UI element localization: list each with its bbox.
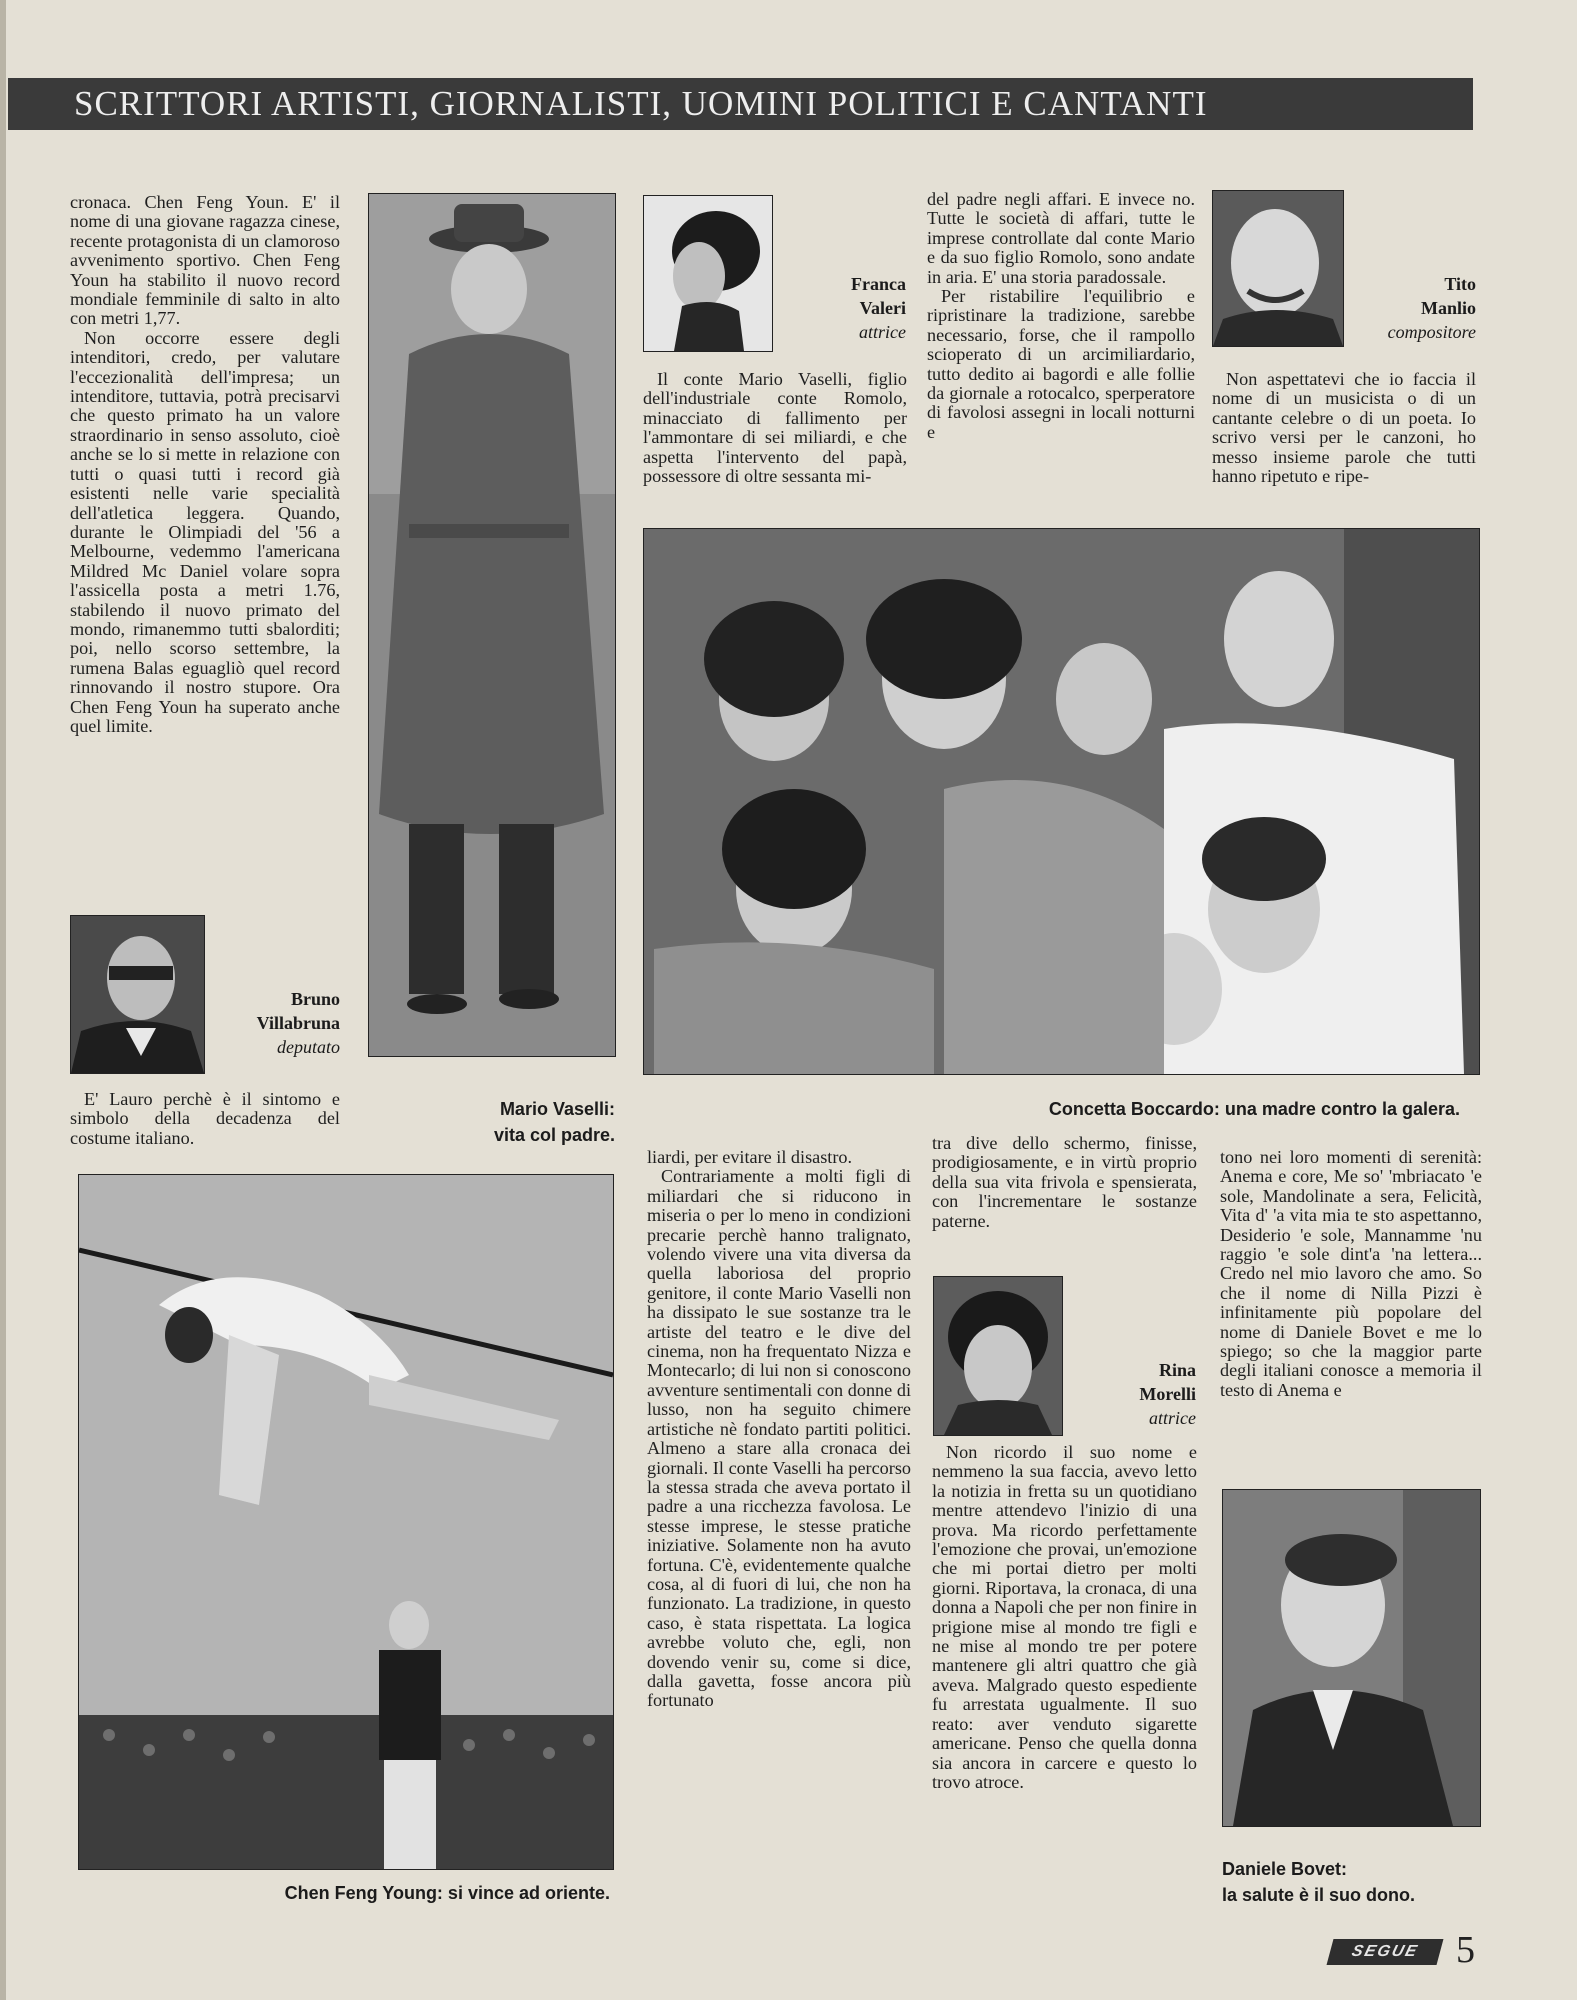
bovet-image [1223, 1490, 1480, 1826]
mario-vaselli-image [369, 194, 615, 1056]
middle-top-paragraph-1: del padre negli affari. E invece no. Tutte le società di affari, tutte le imprese controllate dal conte Mario e da suo figlio Romolo, sono andate in aria. E' una storia paradossale. [927, 189, 1195, 287]
villabruna-quote-text: E' Lauro perchè è il sintomo e simbolo della decadenza del costume italiano. [70, 1089, 340, 1148]
section-header-banner: SCRITTORI ARTISTI, GIORNALISTI, UOMINI POLITICI E CANTANTI [8, 78, 1473, 130]
portrait-franca-valeri [643, 195, 773, 352]
manlio-role: compositore [1387, 322, 1476, 342]
morelli-column-top [932, 1134, 1197, 1231]
bovet-caption-line-1: Daniele Bovet: [1222, 1859, 1348, 1879]
page-binding-edge [0, 0, 6, 2000]
middle-top-paragraph-2: Per ristabilire l'equilibrio e ripristinare la tradizione, sarebbe necessario, forse, che il rampollo scioperato di un arcimiliardario, tutto dedito ai bagordi e alle follie da giornale a rotocalco, sperperatore di favolosi assegni in locali notturni e [927, 286, 1195, 442]
right-bottom-column [1220, 1148, 1482, 1400]
family-image [644, 529, 1479, 1074]
morelli-first-name: Rina [1158, 1360, 1196, 1380]
manlio-first-name: Tito [1444, 274, 1476, 294]
segue-continue-tag: SEGUE [1327, 1939, 1444, 1965]
photo-mario-vaselli [368, 193, 616, 1057]
manlio-column-text [1212, 370, 1476, 486]
portrait-valeri-image [644, 196, 772, 351]
center-bottom-paragraph-2: Contrariamente a molti figli di miliardari che si riducono in miseria o per lo meno in condizioni precarie perchè hanno tralignato, volendo vivere una vita diversa da quella laboriosa del proprio genitore, il conte Mario Vaselli non ha dissipato le sue sostanze tra le artiste del teatro e le dive del cinema, non ha frequentato Nizza e Montecarlo; di lui non si conoscono avventure sentimentali con donne di lusso, non ha seguito chimere artistiche nè fondato partiti politici. Almeno a stare alla cronaca dei giornali. Il conte Vaselli ha percorso la stessa strada che aveva portato il padre a una ricchezza favolosa. Le stesse imprese, le stesse pratiche iniziative. Solamente non ha avuto fortuna. C'è, evidentemente qualche cosa, al di fuori di lui, che non ha funzionato. La tradizione, in questo caso, è stata rispettata. La logica avrebbe voluto che, egli, non dovendo venir su, come si dice, dalla gavetta, fosse ancora più fortunato [647, 1166, 911, 1711]
valeri-column-text [643, 370, 907, 486]
portrait-tito-manlio [1212, 190, 1344, 347]
morelli-top-paragraph: tra dive dello schermo, finisse, prodigiosamente, e in virtù proprio della sua vita frivola e spensierata, con l'incrementare le sostanze paterne. [932, 1133, 1197, 1231]
right-bottom-paragraph: tono nei loro momenti di serenità: Anema e core, Me so' 'mbriacato 'e sole, Mandolinate a sera, Felicità, Vita d' 'a vita mia te sto aspettanno, Desiderio 'e sole, Mannamme 'nu raggio 'e sole dint'a 'na lettera... Credo nel mio lavoro che amo. So che il nome di Nilla Pizzi è infinitamente più popolare del nome di Daniele Bovet e me lo spiego; so che la maggior parte degli italiani conosce a memoria il testo di Anema e [1220, 1147, 1482, 1400]
morelli-last-name: Morelli [1139, 1384, 1196, 1404]
villabruna-quote [70, 1090, 340, 1148]
villabruna-caption [205, 987, 340, 1059]
vaselli-caption-line-1: Mario Vaselli: [499, 1099, 615, 1119]
col1-paragraph-1: cronaca. Chen Feng Youn. E' il nome di una giovane ragazza cinese, recente protagonista di un clamoroso avvenimento sportivo. Chen Feng Youn ha stabilito il nuovo record mondiale femminile di salto in alto con metri 1,77. [70, 192, 340, 329]
vaselli-caption-line-2: vita col padre. [493, 1125, 615, 1145]
manlio-last-name: Manlio [1420, 298, 1476, 318]
photo-chen-feng-young [78, 1174, 614, 1870]
valeri-last-name: Valeri [859, 298, 906, 318]
col1-paragraph-2: Non occorre essere degli intenditori, credo, per valutare l'eccezionalità dell'impresa; un intenditore, tuttavia, potrà precisarvi che questo primato ha un valore straordinario in senso assoluto, cioè anche se lo si mette in relazione con tutti o quasi tutti i record già esistenti nelle varie specialità dell'atletica leggera. Quando, durante le Olimpiadi del '56 a Melbourne, vedemmo l'americana Mildred Mc Daniel volare sopra l'assicella posta a metri 1.76, stabilendo il nuovo primato del mondo, rimanemmo tutti sbalorditi; poi, nello scorso settembre, la rumena Balas eguagliò quel record rinnovando il nostro stupore. Ora Chen Feng Youn ha superato anche quel limite. [70, 327, 340, 736]
valeri-role: attrice [859, 322, 906, 342]
boccardo-caption: Concetta Boccardo: una madre contro la galera. [1048, 1099, 1460, 1119]
page-number: 5 [1456, 1929, 1475, 1971]
portrait-rina-morelli [933, 1276, 1063, 1436]
morelli-column-bottom [932, 1443, 1197, 1792]
center-bottom-column [647, 1148, 911, 1711]
vaselli-caption [415, 1096, 615, 1148]
photo-concetta-boccardo-family [643, 528, 1480, 1075]
center-bottom-paragraph-1: liardi, per evitare il disastro. [647, 1147, 853, 1167]
chen-feng-young-image [79, 1175, 613, 1869]
bovet-caption-line-2: la salute è il suo dono. [1222, 1885, 1416, 1905]
column-1-text [70, 193, 340, 736]
villabruna-first-name: Bruno [290, 989, 340, 1009]
villabruna-role: deputato [277, 1037, 340, 1057]
bovet-caption [1222, 1856, 1479, 1908]
portrait-manlio-image [1213, 191, 1343, 346]
middle-top-column [927, 190, 1195, 442]
morelli-role: attrice [1149, 1408, 1196, 1428]
portrait-bruno-villabruna [70, 915, 205, 1074]
valeri-column-paragraph: Il conte Mario Vaselli, figlio dell'industriale conte Romolo, minacciato di fallimento per l'ammontare di sei miliardi, e che aspetta l'intervento del papà, possessore di oltre sessanta mi- [643, 369, 907, 487]
manlio-caption [1348, 272, 1476, 344]
morelli-caption [1068, 1358, 1196, 1430]
portrait-villabruna-image [71, 916, 204, 1073]
villabruna-last-name: Villabruna [256, 1013, 340, 1033]
photo-daniele-bovet [1222, 1489, 1481, 1827]
valeri-caption [778, 272, 906, 344]
valeri-first-name: Franca [851, 274, 906, 294]
portrait-morelli-image [934, 1277, 1062, 1435]
morelli-bottom-paragraph: Non ricordo il suo nome e nemmeno la sua faccia, avevo letto la notizia in fretta su un quotidiano mentre attendevo l'inizio di una prova. Ma ricordo perfettamente l'emozione che provai, un'emozione che mi portai dietro per molti giorni. Riportava, la cronaca, di una donna a Napoli che per non finire in prigione mise al mondo tre figli e ne mise al mondo tre per potere mantenere gli altri quattro che già aveva. Malgrado questo espediente fu arrestata ugualmente. Il suo reato: aver venduto sigarette americane. Penso che quella donna sia ancora in carcere e questo lo trovo atroce. [932, 1442, 1197, 1792]
chen-caption: Chen Feng Young: si vince ad oriente. [284, 1883, 610, 1903]
manlio-column-paragraph: Non aspettatevi che io faccia il nome di un musicista o di un cantante celebre o di un poeta. Io scrivo versi per le canzoni, ho messo insieme parole che tutti hanno ripetuto e ripe- [1212, 369, 1476, 487]
